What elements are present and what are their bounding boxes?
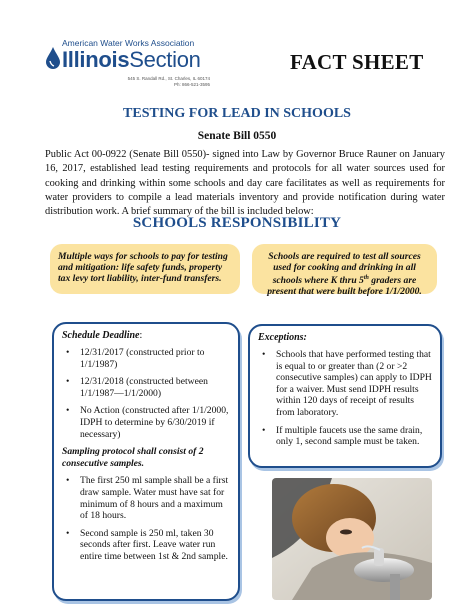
exceptions-heading: Exceptions: (258, 332, 307, 343)
photo-illustration (272, 478, 432, 600)
schedule-item-1: 12/31/2017 (constructed prior to 1/1/1987) (80, 347, 205, 370)
bullet-icon: • (262, 349, 266, 360)
list-item (258, 349, 434, 419)
association-name: American Water Works Association (62, 38, 195, 48)
schedule-heading-colon: : (139, 330, 143, 341)
bullet-icon: • (66, 475, 70, 487)
requirement-callout (252, 244, 437, 298)
list-item (62, 475, 232, 521)
list-item (258, 425, 434, 448)
logo-address (116, 76, 210, 87)
water-drop-icon (44, 46, 62, 70)
requirement-callout-text (260, 251, 429, 297)
protocol-item-1: The first 250 ml sample shall be a first draw sample. Water must have sat for minimum of 8 hours and a maximum of 18 hours. (80, 475, 229, 522)
requirement-superscript: th (363, 275, 369, 281)
fact-sheet-heading: FACT SHEET (290, 50, 424, 74)
funding-callout-text: Multiple ways for schools to pay for testing and mitigation: life safety funds, property tax levy tort liability, inter-fund transfers. (58, 251, 228, 284)
address-line-2: Ph: 866-521-3595 (173, 81, 210, 87)
brand-main: Illinois (62, 47, 130, 72)
list-item (62, 376, 232, 399)
schedule-box (52, 322, 240, 601)
awwa-illinois-logo (40, 38, 220, 98)
schedule-item-2: 12/31/2018 (constructed between 1/1/1987—1/1/2000) (80, 376, 208, 399)
protocol-item-2: Second sample is 250 ml, taken 30 seconds after first. Leave water run entire time between 1st & 2nd sample. (80, 527, 228, 562)
bill-subtitle: Senate Bill 0550 (197, 130, 277, 142)
bullet-icon: • (66, 405, 70, 417)
list-item (62, 528, 232, 563)
requirement-text-after: graders are present that were built before 1/1/2000. (267, 275, 422, 298)
bullet-icon: • (66, 376, 70, 388)
bullet-icon: • (66, 347, 70, 358)
schedule-list (62, 347, 232, 440)
bullet-icon: • (262, 424, 266, 436)
protocol-list (62, 475, 232, 562)
document-title: TESTING FOR LEAD IN SCHOOLS (123, 106, 351, 121)
funding-callout (50, 244, 240, 294)
schedule-heading (62, 330, 232, 341)
exception-item-1: Schools that have performed testing that is equal to or greater than (2 or >2 consecutive samples) can apply to IDPH for a waiver. Must send IDPH results within 120 days of receipt of results from laboratory. (276, 349, 432, 418)
list-item (62, 405, 232, 440)
child-drinking-fountain-photo (272, 478, 432, 600)
exceptions-box (248, 324, 442, 468)
brand-tail: Section (129, 47, 201, 72)
schedule-item-3: No Action (constructed after 1/1/2000, IDPH to determine by 6/30/2019 if necessary) (80, 405, 229, 440)
exception-item-2: If multiple faucets use the same drain, only 1, second sample must be taken. (276, 424, 423, 448)
schedule-heading-text: Schedule Deadline (62, 330, 140, 341)
requirement-text-before: Schools are required to test all sources used for cooking and drinking in all schools where K thru 5 (268, 251, 421, 287)
brand-wordmark (62, 47, 201, 73)
protocol-heading: Sampling protocol shall consist of 2 consecutive samples. (62, 446, 204, 469)
list-item (62, 347, 232, 370)
intro-paragraph: Public Act 00-0922 (Senate Bill 0550)- signed into Law by Governor Bruce Rauner on January 16, 2017, established lead testing requirements and protocols for all water sources used for cooking and drinking within some schools and day care facilitates as well as requirements for water providers to compile a lead materials inventory and provide notification during water distribution work. A brief summary of the bill is included below: (45, 149, 445, 218)
bullet-icon: • (66, 527, 70, 539)
section-title: SCHOOLS RESPONSIBILITY (132, 215, 342, 231)
exceptions-list (258, 349, 434, 448)
address-line-1: 545 S. Randall Rd., St. Charles, IL 60174 (127, 76, 210, 81)
